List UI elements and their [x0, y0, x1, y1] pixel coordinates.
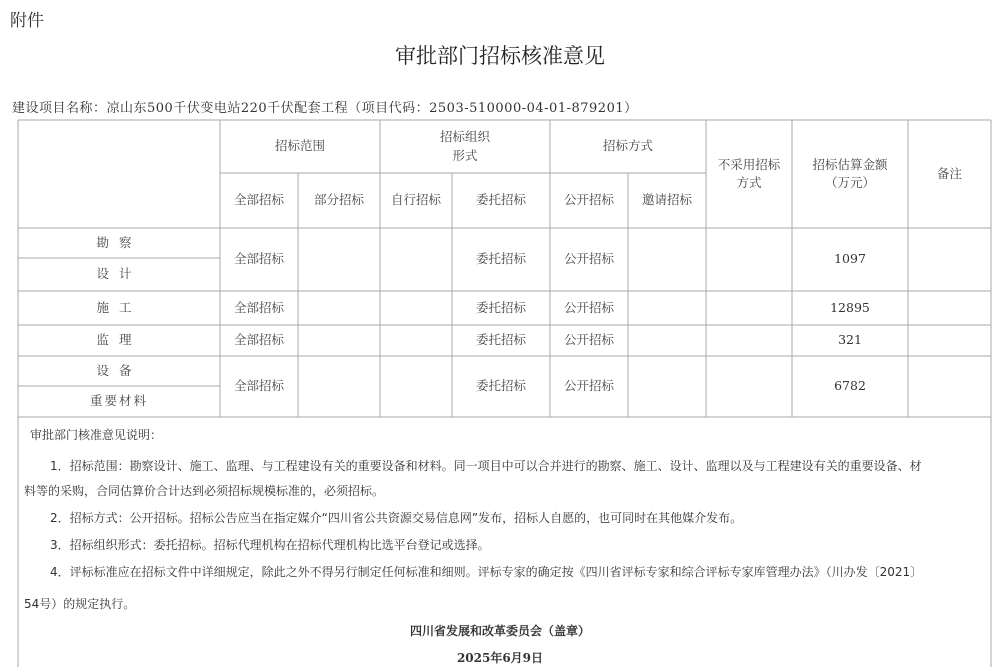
header-amount-line1: 招标估算金额: [812, 156, 888, 172]
note-1a: 1．招标范围：勘察设计、施工、监理、与工程建设有关的重要设备和材料。同一项目中可以合并进行的勘察、施工、设计、监理以及与工程建设有关的重要设备、材: [50, 459, 922, 473]
subheader-entrusted: 委托招标: [475, 192, 526, 208]
row-supervision-scope: 全部招标: [233, 332, 284, 348]
header-organization: [380, 120, 550, 173]
subheader-open: 公开招标: [563, 192, 614, 208]
notes-heading: 审批部门核准意见说明：: [30, 428, 163, 442]
row-survey-amount: 1097: [834, 251, 866, 267]
row-equipment-org: 委托招标: [475, 378, 526, 394]
approval-date: 2025年6月9日: [456, 651, 544, 665]
row-construction-amount: 12895: [830, 299, 870, 315]
row-supervision-method: 公开招标: [563, 332, 614, 348]
note-3: 3．招标组织形式：委托招标。招标代理机构在招标代理机构比选平台登记或选择。: [50, 538, 490, 552]
row-construction-method: 公开招标: [563, 299, 614, 315]
note-4b: 54号）的规定执行。: [24, 597, 136, 611]
header-amount: [792, 120, 908, 228]
header-organization-line2: 形式: [452, 147, 478, 163]
header-no-bid: [706, 120, 792, 228]
row-label-construction: 施工: [96, 299, 142, 315]
row-label-design: 设计: [96, 266, 142, 282]
header-organization-line1: 招标组织: [439, 129, 490, 145]
note-2: 2．招标方式：公开招标。招标公告应当在指定媒介“四川省公共资源交易信息网”发布，招标人自愿的，也可同时在其他媒介发布。: [50, 511, 743, 525]
header-no-bid-line1: 不采用招标: [717, 156, 781, 172]
subheader-self: 自行招标: [390, 192, 441, 208]
note-1b: 料等的采购，合同估算价合计达到必须招标规模标准的，必须招标。: [24, 484, 385, 498]
row-construction-org: 委托招标: [475, 299, 526, 315]
row-supervision-amount: 321: [838, 332, 862, 348]
row-survey-scope: 全部招标: [233, 251, 284, 267]
row-label-materials: 重要材料: [89, 393, 148, 409]
page-title: 审批部门招标核准意见: [395, 44, 605, 68]
signer: 四川省发展和改革委员会（盖章）: [409, 624, 590, 638]
row-supervision-org: 委托招标: [475, 332, 526, 348]
subheader-full: 全部招标: [233, 192, 284, 208]
row-survey-method: 公开招标: [563, 251, 614, 267]
header-method: 招标方式: [602, 138, 653, 154]
row-equipment-method: 公开招标: [563, 378, 614, 394]
header-scope: 招标范围: [274, 138, 325, 154]
note-4a: 4．评标标准应在招标文件中详细规定，除此之外不得另行制定任何标准和细则。评标专家的确定按《四川省评标专家和综合评标专家库管理办法》（川办发〔2021〕: [50, 565, 923, 579]
row-equipment-amount: 6782: [834, 378, 866, 394]
subheader-partial: 部分招标: [313, 192, 364, 208]
row-survey-org: 委托招标: [475, 251, 526, 267]
header-amount-line2: （万元）: [824, 175, 875, 190]
subheader-invited: 邀请招标: [641, 192, 692, 208]
header-remark: 备注: [936, 165, 962, 181]
row-label-supervision: 监理: [96, 332, 142, 348]
attachment-label: 附件: [10, 11, 44, 31]
row-label-survey: 勘察: [96, 234, 142, 250]
row-equipment-scope: 全部招标: [233, 378, 284, 394]
row-label-equipment: 设备: [96, 362, 142, 378]
row-construction-scope: 全部招标: [233, 299, 284, 315]
project-name-line: 建设项目名称：凉山东500千伏变电站220千伏配套工程（项目代码：2503-510000-04-01-879201）: [12, 101, 638, 116]
header-no-bid-line2: 方式: [736, 175, 762, 190]
